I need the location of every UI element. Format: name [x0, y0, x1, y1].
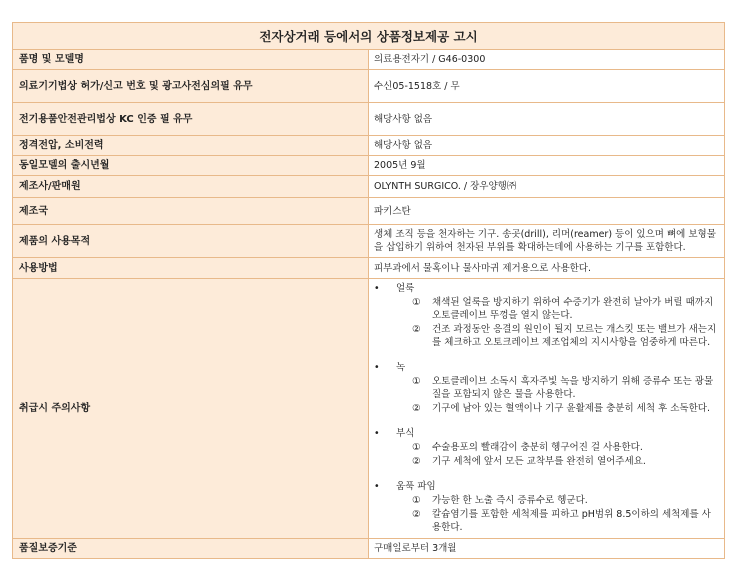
row-value-purpose: 생체 조직 등을 천자하는 기구. 송곳(drill), 리머(reamer) 등이 있으며 뼈에 보형물을 삽입하기 위하여 천자된 부위를 확대하는데에 사용하는 기구를 포함한다.	[369, 225, 725, 258]
row-value-approval: 수신05-1518호 / 무	[369, 70, 725, 103]
table-row	[13, 279, 725, 539]
caution-item-number: ①	[412, 442, 421, 453]
caution-item	[374, 402, 718, 415]
bullet-icon: •	[374, 428, 380, 439]
row-value-maker: OLYNTH SURGICO. / 장우양행㈜	[369, 176, 725, 198]
caution-heading-text: 얼룩	[396, 283, 415, 294]
row-label-model: 품명 및 모델명	[13, 50, 369, 70]
row-label-power: 정격전압, 소비전력	[13, 136, 369, 156]
row-label-cautions: 취급시 주의사항	[13, 279, 369, 539]
row-label-maker: 제조사/판매원	[13, 176, 369, 198]
caution-item	[374, 508, 718, 534]
caution-item	[374, 441, 718, 454]
product-info-table	[12, 22, 725, 559]
table-title: 전자상거래 등에서의 상품정보제공 고시	[13, 23, 725, 50]
caution-item-number: ②	[412, 403, 421, 414]
table-row	[13, 50, 725, 70]
caution-section	[374, 361, 718, 415]
table-row	[13, 176, 725, 198]
table-row	[13, 103, 725, 136]
caution-item-number: ①	[412, 495, 421, 506]
row-label-approval: 의료기기법상 허가/신고 번호 및 광고사전심의필 유무	[13, 70, 369, 103]
caution-item-number: ②	[412, 324, 421, 335]
table-row	[13, 225, 725, 258]
caution-item	[374, 455, 718, 468]
row-value-usage: 피부과에서 물혹이나 물사마귀 제거용으로 사용한다.	[369, 258, 725, 279]
row-label-warranty: 품질보증기준	[13, 539, 369, 559]
caution-item	[374, 323, 718, 349]
table-row	[13, 156, 725, 176]
caution-item-text: 칼슘염기를 포함한 세척제를 피하고 pH범위 8.5이하의 세척제를 사용한다.	[432, 509, 711, 533]
caution-heading	[374, 427, 718, 440]
cautions-list	[374, 282, 718, 534]
caution-item-number: ②	[412, 456, 421, 467]
caution-item-number: ②	[412, 509, 421, 520]
caution-item	[374, 375, 718, 401]
table-row	[13, 258, 725, 279]
caution-heading	[374, 282, 718, 295]
row-label-usage: 사용방법	[13, 258, 369, 279]
caution-heading-text: 움푹 파임	[396, 481, 436, 492]
caution-item-text: 기구에 남아 있는 혈액이나 기구 윤활제를 충분히 세척 후 소독한다.	[432, 403, 710, 414]
table-row	[13, 136, 725, 156]
row-value-warranty: 구매일로부터 3개월	[369, 539, 725, 559]
product-info-notice	[12, 22, 725, 559]
title-row	[13, 23, 725, 50]
row-value-power: 해당사항 없음	[369, 136, 725, 156]
caution-item-text: 오토클레이브 소독시 흑자주빛 녹을 방지하기 위해 증류수 또는 광물질을 포함되지 않은 물을 사용한다.	[432, 376, 714, 400]
caution-heading-text: 녹	[396, 362, 406, 373]
caution-item-text: 기구 세척에 앞서 모든 교착부를 완전히 열어주세요.	[432, 456, 646, 467]
caution-item-number: ①	[412, 376, 421, 387]
cautions-content	[369, 279, 725, 539]
caution-section	[374, 480, 718, 534]
caution-item-number: ①	[412, 297, 421, 308]
row-value-release: 2005년 9월	[369, 156, 725, 176]
caution-item-text: 수술용포의 빨래감이 충분히 헹구어진 걸 사용한다.	[432, 442, 643, 453]
table-row	[13, 539, 725, 559]
bullet-icon: •	[374, 283, 380, 294]
bullet-icon: •	[374, 481, 380, 492]
caution-item-text: 채색된 얼룩을 방지하기 위하여 수증기가 완전히 날아가 버릴 때까지 오토클레이브 뚜껑을 열지 않는다.	[432, 297, 714, 321]
row-label-purpose: 제품의 사용목적	[13, 225, 369, 258]
caution-item-text: 가능한 한 노출 즉시 증류수로 헹군다.	[432, 495, 588, 506]
row-label-kc: 전기용품안전관리법상 KC 인증 필 유무	[13, 103, 369, 136]
caution-section	[374, 282, 718, 349]
row-label-country: 제조국	[13, 198, 369, 225]
row-value-kc: 해당사항 없음	[369, 103, 725, 136]
table-row	[13, 70, 725, 103]
row-label-release: 동일모델의 출시년월	[13, 156, 369, 176]
table-row	[13, 198, 725, 225]
caution-heading-text: 부식	[396, 428, 415, 439]
row-value-country: 파키스탄	[369, 198, 725, 225]
caution-heading	[374, 480, 718, 493]
caution-item	[374, 494, 718, 507]
caution-section	[374, 427, 718, 468]
caution-item-text: 건조 과정동안 응결의 원인이 될지 모르는 개스킷 또는 밸브가 새는지를 체크하고 오토크레이브 제조업체의 지시사항을 엄중하게 따른다.	[432, 324, 717, 348]
caution-heading	[374, 361, 718, 374]
bullet-icon: •	[374, 362, 380, 373]
row-value-model: 의료용전자기 / G46-0300	[369, 50, 725, 70]
caution-item	[374, 296, 718, 322]
